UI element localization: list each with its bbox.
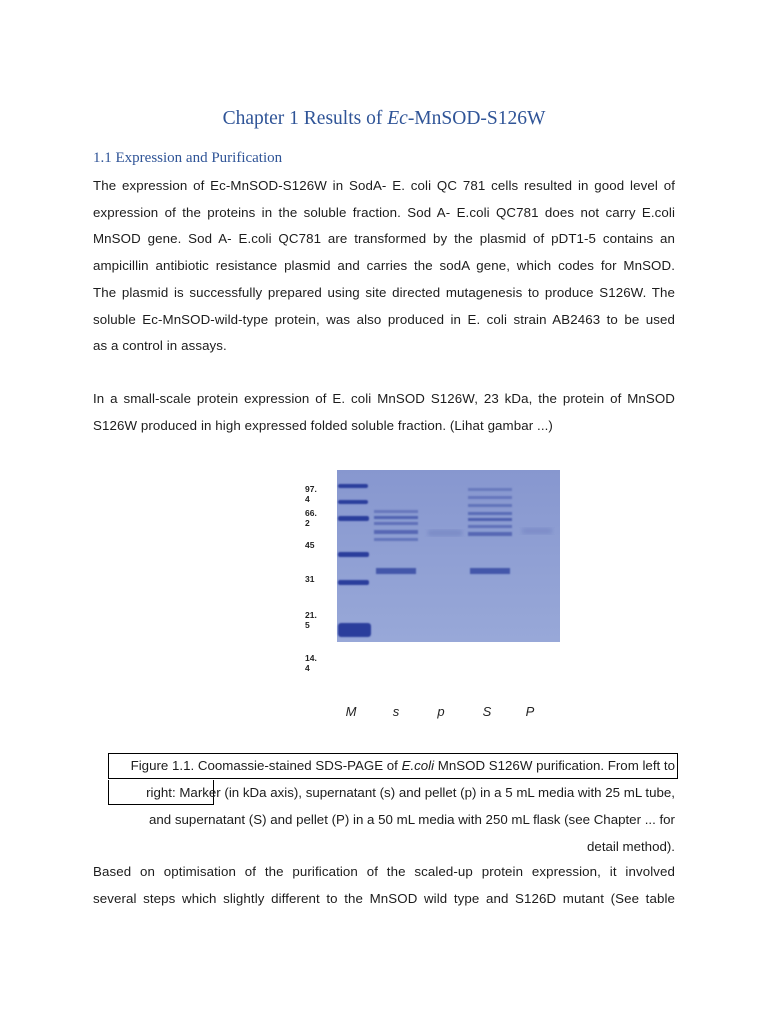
caption-line: detail method).	[587, 839, 675, 854]
section-heading: 1.1 Expression and Purification	[93, 150, 283, 166]
paragraph-line: The plasmid is successfully prepared using site directed mutagenesis to produce S126W. The	[93, 284, 675, 300]
lane-P-bands	[522, 528, 552, 534]
marker-label-21: 21. 5	[305, 610, 317, 630]
paragraph-line: MnSOD gene. Sod A- E.coli QC781 are transformed by the plasmid of pDT1-5 contains an	[93, 231, 675, 247]
caption-line: Figure 1.1. Coomassie-stained SDS-PAGE of E.coli MnSOD S126W purification. From left to	[130, 758, 675, 773]
paragraph-line: as a control in assays.	[93, 338, 227, 354]
lane-label-p: p	[437, 704, 445, 719]
paragraph-line: The expression of Ec-MnSOD-S126W in SodA- E. coli QC 781 cells resulted in good level of	[93, 178, 675, 193]
paragraph-line: In a small-scale protein expression of E. coli MnSOD S126W, 23 kDa, the protein of MnSOD	[93, 391, 675, 406]
paragraph-line: ampicillin antibiotic resistance plasmid and carries the sodA gene, which codes for MnSOD.	[93, 258, 675, 274]
marker-label-97: 97. 4	[305, 484, 317, 504]
paragraph-optimisation	[93, 859, 675, 912]
caption-line: and supernatant (S) and pellet (P) in a 50 mL media with 250 mL flask (see Chapter ... for	[149, 812, 675, 827]
marker-label-66: 66. 2	[305, 508, 317, 528]
caption-line: right: Marker (in kDa axis), supernatant (s) and pellet (p) in a 5 mL media with 25 mL tube,	[146, 785, 675, 800]
marker-label-45: 45	[305, 540, 315, 550]
chapter-title: Chapter 1 Results of Ec-MnSOD-S126W	[222, 108, 546, 129]
paragraph-line: several steps which slightly different to the MnSOD wild type and S126D mutant (See table	[93, 890, 675, 906]
figure-caption	[93, 752, 675, 860]
gel-background	[337, 470, 560, 642]
lane-p-bands	[428, 530, 462, 536]
paragraph-line: Based on optimisation of the purification of the scaled-up protein expression, it involved	[93, 864, 675, 879]
lane-label-P: P	[525, 704, 535, 719]
lane-label-M: M	[345, 704, 357, 719]
paragraph-line: soluble Ec-MnSOD-wild-type protein, was also produced in E. coli strain AB2463 to be used	[93, 311, 675, 327]
lane-label-s: s	[392, 704, 400, 719]
paragraph-line: expression of the proteins in the soluble fraction. Sod A- E.coli QC781 does not carry E.coli	[93, 204, 675, 220]
marker-label-14: 14. 4	[305, 653, 317, 673]
marker-label-31: 31	[305, 574, 315, 584]
paragraph-line: S126W produced in high expressed folded soluble fraction. (Lihat gambar ...)	[93, 417, 553, 433]
lane-label-S: S	[482, 704, 492, 719]
